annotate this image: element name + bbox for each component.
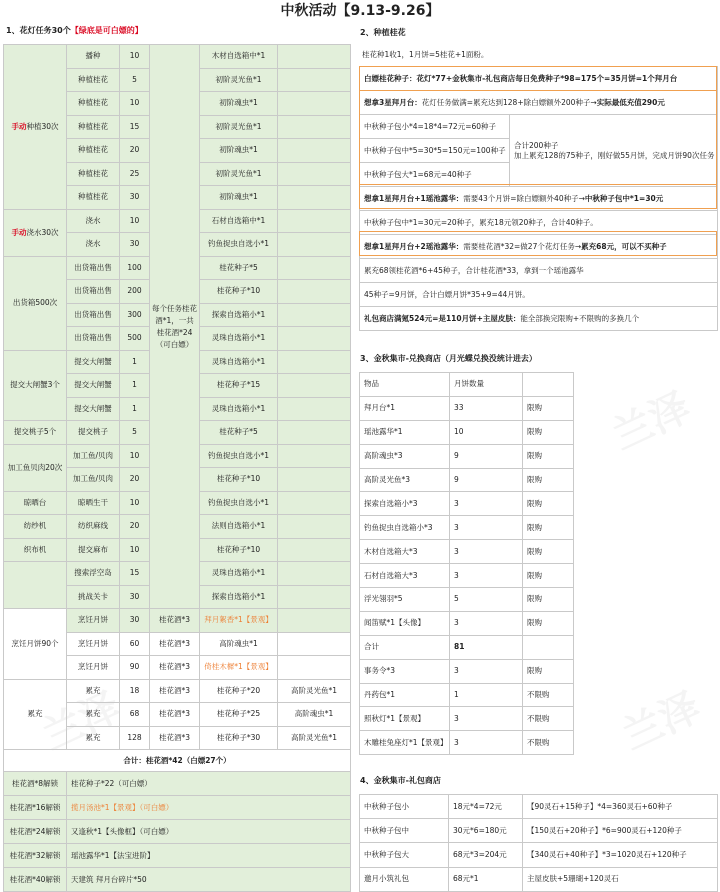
empty-cell	[278, 421, 351, 445]
count-cell: 20	[120, 139, 150, 163]
count-cell: 1	[120, 397, 150, 421]
empty-cell	[278, 468, 351, 492]
table-cell: 限购	[523, 444, 574, 468]
reward-cell	[278, 632, 351, 656]
reward-cell: 初阶灵光鱼*1	[200, 115, 278, 139]
table-cell: 9	[450, 468, 523, 492]
table-row	[360, 588, 574, 612]
count-cell: 200	[120, 280, 150, 304]
task-cell: 种植桂花	[67, 92, 120, 116]
table-row	[360, 373, 574, 397]
count-cell: 1	[120, 374, 150, 398]
table-cell: 中秋种子包大	[360, 843, 449, 867]
watermark	[612, 676, 709, 761]
want2-detail2: 45种子=9月饼，合计白嫖月饼*35+9=44月饼。	[360, 283, 718, 307]
empty-cell	[278, 327, 351, 351]
empty-cell	[278, 233, 351, 257]
want1-row: 想拿1星拜月台+1瑶池露华：需要43个月饼=除白嫖额外40种子→中秋种子包中*1=30元	[360, 187, 718, 211]
table-row	[4, 796, 351, 820]
reward-cell: 法则自选箱小*1	[200, 515, 278, 539]
empty-cell	[278, 280, 351, 304]
table-cell: 68元*3=204元	[449, 843, 523, 867]
task-cell: 晾晒生干	[67, 491, 120, 515]
table-cell: 石材自选箱大*3	[360, 564, 450, 588]
group-cell: 纺纱机	[4, 515, 67, 539]
task-cell: 提交桃子	[67, 421, 120, 445]
task-cell: 种植桂花	[67, 139, 120, 163]
reward-cell: 石材自选箱中*1	[200, 209, 278, 233]
table-cell: 不限购	[523, 731, 574, 755]
empty-cell	[278, 209, 351, 233]
table-cell: 限购	[523, 611, 574, 635]
task-cell: 烹饪月饼	[67, 632, 120, 656]
empty-cell	[278, 256, 351, 280]
table-cell: 3	[450, 564, 523, 588]
table-cell: 邀月小筑礼包	[360, 867, 449, 891]
group-cell: 晾晒台	[4, 491, 67, 515]
reward-cell: 桂花种子*30	[200, 726, 278, 750]
want1-detail: 中秋种子包中*1=30元=20种子，累充18元领20种子，合计40种子。	[360, 211, 718, 235]
table-row	[4, 772, 351, 796]
unlock-reward: 又逢秋*1【头像框】（可白嫖）	[67, 820, 351, 844]
unlock-cost: 桂花酒*24解锁	[4, 820, 67, 844]
table-cell: 高阶灵光鱼*3	[360, 468, 450, 492]
empty-cell	[278, 186, 351, 210]
unlock-cost: 桂花酒*40解锁	[4, 868, 67, 892]
sum-label: 合计	[360, 635, 450, 659]
count-cell: 5	[120, 421, 150, 445]
table-cell: 瑶池露华*1	[360, 420, 450, 444]
table-cell: 物品	[360, 373, 450, 397]
empty-cell	[278, 515, 351, 539]
count-cell: 90	[120, 656, 150, 680]
unlock-cost: 桂花酒*16解锁	[4, 796, 67, 820]
task-cell: 浇水	[67, 209, 120, 233]
reward-cell: 灵珠自选箱小*1	[200, 562, 278, 586]
table-cell: 3	[450, 731, 523, 755]
table-cell: 闻笛赋*1【头像】	[360, 611, 450, 635]
count-cell: 15	[120, 562, 150, 586]
empty-cell	[278, 92, 351, 116]
task-cell: 提交大闸蟹	[67, 374, 120, 398]
reward-cell: 初阶灵光鱼*1	[200, 68, 278, 92]
section3-heading: 3、金秋集市-兑换商店（月光蝶兑换没统计进去）	[360, 354, 537, 363]
reward-cell: 桂花酒*3	[150, 609, 200, 633]
table-cell: 高阶魂虫*3	[360, 444, 450, 468]
count-cell: 18	[120, 679, 150, 703]
count-cell: 10	[120, 538, 150, 562]
reward-cell: 高阶灵光鱼*1	[278, 679, 351, 703]
reward-cell: 桂花酒*3	[150, 656, 200, 680]
group-label: 种植30次	[26, 121, 59, 131]
task-cell: 出货箱出售	[67, 327, 120, 351]
table-cell: 10	[450, 420, 523, 444]
task-cell: 种植桂花	[67, 162, 120, 186]
total-row	[4, 750, 351, 773]
table-row	[4, 868, 351, 892]
pack-note: 合计200种子 加上累充128的75种子，刚好做55月饼，完成月饼90次任务	[510, 115, 718, 187]
table-cell: 事务令*3	[360, 659, 450, 683]
task-cell: 搜索浮空岛	[67, 562, 120, 586]
task-cell: 提交麻布	[67, 538, 120, 562]
table-cell: 【340灵石+40种子】*3=1020灵石+120种子	[523, 843, 718, 867]
table-cell: 探索自选箱小*3	[360, 492, 450, 516]
unlock-reward: 瑶池露华*1【法宝进阶】	[67, 844, 351, 868]
count-cell: 30	[120, 233, 150, 257]
table-row	[4, 609, 351, 633]
table-row	[360, 396, 574, 420]
unlock-reward: 桂花种子*22（可白嫖）	[67, 772, 351, 796]
task-cell: 种植桂花	[67, 115, 120, 139]
task-cell: 烹饪月饼	[67, 656, 120, 680]
table-cell: 中秋种子包小	[360, 795, 449, 819]
task-cell: 累充	[67, 703, 120, 727]
empty-cell	[278, 444, 351, 468]
task-cell: 提交大闸蟹	[67, 350, 120, 374]
task-cell: 出货箱出售	[67, 280, 120, 304]
unlock-cost: 桂花酒*32解锁	[4, 844, 67, 868]
table-row	[4, 45, 351, 69]
table-row	[360, 444, 574, 468]
reward-cell: 探索自选箱小*1	[200, 585, 278, 609]
unlock-reward: 揽月汤池*1【景观】（可白嫖）	[67, 796, 351, 820]
reward-cell: 钓鱼捉虫自选小*1	[200, 233, 278, 257]
count-cell: 15	[120, 115, 150, 139]
table-row	[360, 843, 718, 867]
table-cell: 【90灵石+15种子】*4=360灵石+60种子	[523, 795, 718, 819]
count-cell: 60	[120, 632, 150, 656]
count-cell: 1	[120, 350, 150, 374]
reward-cell: 桂花种子*20	[200, 679, 278, 703]
table-cell: 木雕桂兔座灯*1【景观】	[360, 731, 450, 755]
reward-cell: 倚桂木樨*1【景观】	[200, 656, 278, 680]
task-cell: 加工鱼/贝肉	[67, 468, 120, 492]
task-cell: 纺织麻线	[67, 515, 120, 539]
count-cell: 300	[120, 303, 150, 327]
empty-cell	[278, 562, 351, 586]
pack-small: 中秋种子包小*4=18*4=72元=60种子	[360, 115, 510, 139]
unlock-reward: 天建筑 拜月台碎片*50	[67, 868, 351, 892]
table-cell: 3	[450, 516, 523, 540]
empty-cell	[278, 139, 351, 163]
table-cell: 限购	[523, 420, 574, 444]
table-cell: 18元*4=72元	[449, 795, 523, 819]
count-cell: 128	[120, 726, 150, 750]
count-cell: 10	[120, 45, 150, 69]
count-cell: 25	[120, 162, 150, 186]
task-cell: 浇水	[67, 233, 120, 257]
reward-cell: 高阶灵光鱼*1	[278, 726, 351, 750]
table-cell: 限购	[523, 396, 574, 420]
reward-cell: 木材自选箱中*1	[200, 45, 278, 69]
table-row	[360, 492, 574, 516]
reward-cell: 桂花种子*5	[200, 421, 278, 445]
reward-cell: 桂花种子*10	[200, 538, 278, 562]
unlock-table	[3, 771, 351, 892]
table-cell: 3	[450, 659, 523, 683]
table-row	[360, 540, 574, 564]
count-cell: 100	[120, 256, 150, 280]
sum-value: 81	[450, 635, 523, 659]
reward-cell: 初阶魂虫*1	[200, 186, 278, 210]
reward-cell	[278, 609, 351, 633]
sum-row	[360, 635, 574, 659]
reward-cell: 初阶魂虫*1	[200, 92, 278, 116]
group-cell	[4, 562, 67, 609]
want3-row: 想拿3星拜月台：花灯任务做满=累充达到128+除白嫖额外200种子→实际最低充值290元	[360, 91, 718, 115]
table-row	[360, 420, 574, 444]
unlock-cost: 桂花酒*8解锁	[4, 772, 67, 796]
table-cell: 3	[450, 707, 523, 731]
task-cell: 累充	[67, 679, 120, 703]
reward-cell: 桂花酒*3	[150, 726, 200, 750]
table-row	[360, 516, 574, 540]
free-seed-row: 白嫖桂花种子：花灯*77+金秋集市-礼包商店每日免费种子*98=175个=35月饼=1个拜月台	[360, 67, 718, 91]
reward-cell: 钓鱼捉虫自选小*1	[200, 491, 278, 515]
count-cell: 30	[120, 585, 150, 609]
table-cell: 9	[450, 444, 523, 468]
empty-cell	[278, 45, 351, 69]
reward-cell: 桂花种子*25	[200, 703, 278, 727]
reward-cell: 桂花酒*3	[150, 679, 200, 703]
group-label: 浇水30次	[26, 227, 59, 237]
table-row	[360, 867, 718, 891]
reward-cell: 钓鱼捉虫自选小*1	[200, 444, 278, 468]
empty-cell	[278, 374, 351, 398]
table-cell: 木材自选箱大*3	[360, 540, 450, 564]
reward-cell: 初阶魂虫*1	[200, 139, 278, 163]
count-cell: 5	[120, 68, 150, 92]
table-row	[4, 679, 351, 703]
gift-shop-table	[359, 794, 718, 892]
table-cell: 【150灵石+20种子】*6=900灵石+120种子	[523, 819, 718, 843]
count-cell: 10	[120, 92, 150, 116]
section4-heading: 4、金秋集市-礼包商店	[360, 776, 441, 785]
reward-cell: 拜月絮香*1【景观】	[200, 609, 278, 633]
table-row	[4, 820, 351, 844]
reward-cell: 灵珠自选箱小*1	[200, 350, 278, 374]
count-cell: 68	[120, 703, 150, 727]
table-cell: 限购	[523, 516, 574, 540]
table-cell: 5	[450, 588, 523, 612]
count-cell: 30	[120, 609, 150, 633]
table-cell: 限购	[523, 588, 574, 612]
table-cell: 钓鱼捉虫自选箱小*3	[360, 516, 450, 540]
table-cell: 68元*1	[449, 867, 523, 891]
exchange-shop-table	[359, 372, 574, 755]
table-cell: 3	[450, 492, 523, 516]
group-cell	[4, 45, 67, 210]
table-cell: 限购	[523, 492, 574, 516]
table-row	[360, 795, 718, 819]
section1-heading: 1、花灯任务30个【绿底是可白嫖的】	[6, 26, 143, 35]
table-cell: 限购	[523, 468, 574, 492]
plant-intro: 桂花种1收1，1月饼=5桂花+1面粉。	[362, 50, 489, 59]
task-cell: 烹饪月饼	[67, 609, 120, 633]
group-cell: 出货箱500次	[4, 256, 67, 350]
pack-big: 中秋种子包大*1=68元=40种子	[360, 163, 510, 187]
task-cell: 出货箱出售	[67, 256, 120, 280]
count-cell: 500	[120, 327, 150, 351]
shared-reward-cell: 每个任务桂花酒*1，一共桂花酒*24（可白嫖）	[150, 45, 200, 609]
empty-cell	[278, 350, 351, 374]
task-cell: 种植桂花	[67, 68, 120, 92]
table-cell: 丹药包*1	[360, 683, 450, 707]
table-row	[360, 683, 574, 707]
empty-cell	[278, 397, 351, 421]
reward-cell: 初阶灵光鱼*1	[200, 162, 278, 186]
reward-cell: 桂花种子*10	[200, 468, 278, 492]
empty-cell	[523, 635, 574, 659]
task-cell: 挑战关卡	[67, 585, 120, 609]
table-cell: 限购	[523, 540, 574, 564]
empty-cell	[278, 115, 351, 139]
empty-cell	[278, 585, 351, 609]
count-cell: 10	[120, 444, 150, 468]
table-row	[360, 468, 574, 492]
task-cell: 累充	[67, 726, 120, 750]
task-cell: 提交大闸蟹	[67, 397, 120, 421]
reward-cell: 桂花种子*10	[200, 280, 278, 304]
reward-cell: 灵珠自选箱小*1	[200, 397, 278, 421]
group-cell: 累充	[4, 679, 67, 750]
group-cell: 烹饪月饼90个	[4, 609, 67, 680]
table-cell: 1	[450, 683, 523, 707]
gift-row: 礼包商店满氪524元=是110月饼+主屋皮肤：能全部换完限购+不限购的多换几个	[360, 307, 718, 331]
group-cell	[4, 209, 67, 256]
reward-cell: 桂花酒*3	[150, 703, 200, 727]
group-cell: 提交大闸蟹3个	[4, 350, 67, 421]
table-cell: 浮光翎羽*5	[360, 588, 450, 612]
table-cell: 照秋灯*1【景观】	[360, 707, 450, 731]
plant-plan-table	[359, 66, 718, 331]
table-row	[360, 819, 718, 843]
table-cell: 限购	[523, 659, 574, 683]
manual-tag: 手动	[11, 121, 27, 131]
watermark	[602, 376, 699, 461]
table-cell: 主屋皮肤+5珊瑚+120灵石	[523, 867, 718, 891]
table-cell: 限购	[523, 564, 574, 588]
total-cell: 合计：桂花酒*42（白嫖27个）	[4, 750, 351, 773]
reward-cell: 高阶魂虫*1	[200, 632, 278, 656]
count-cell: 30	[120, 186, 150, 210]
table-row	[4, 844, 351, 868]
count-cell: 10	[120, 491, 150, 515]
empty-cell	[278, 162, 351, 186]
group-cell: 提交桃子5个	[4, 421, 67, 445]
reward-cell: 桂花酒*3	[150, 632, 200, 656]
table-cell: 月饼数量	[450, 373, 523, 397]
table-row	[360, 731, 574, 755]
pack-mid: 中秋种子包中*5=30*5=150元=100种子	[360, 139, 510, 163]
table-row	[360, 707, 574, 731]
count-cell: 20	[120, 515, 150, 539]
reward-cell: 探索自选箱小*1	[200, 303, 278, 327]
reward-cell: 灵珠自选箱小*1	[200, 327, 278, 351]
reward-cell	[278, 656, 351, 680]
reward-cell: 桂花种子*15	[200, 374, 278, 398]
table-cell: 3	[450, 540, 523, 564]
table-cell: 拜月台*1	[360, 396, 450, 420]
group-cell: 织布机	[4, 538, 67, 562]
task-cell: 出货箱出售	[67, 303, 120, 327]
task-cell: 播种	[67, 45, 120, 69]
table-cell: 3	[450, 611, 523, 635]
empty-cell	[278, 491, 351, 515]
reward-cell: 高阶魂虫*1	[278, 703, 351, 727]
table-cell: 33	[450, 396, 523, 420]
task-cell: 种植桂花	[67, 186, 120, 210]
group-cell: 加工鱼贝肉20次	[4, 444, 67, 491]
want2-detail: 累充68领桂花酒*6+45种子，合计桂花酒*33，拿到一个瑶池露华	[360, 259, 718, 283]
table-row	[360, 611, 574, 635]
count-cell: 10	[120, 209, 150, 233]
table-row	[360, 659, 574, 683]
empty-cell	[278, 68, 351, 92]
empty-cell	[278, 303, 351, 327]
section2-heading: 2、种植桂花	[360, 28, 406, 37]
table-cell: 30元*6=180元	[449, 819, 523, 843]
reward-cell: 桂花种子*5	[200, 256, 278, 280]
table-cell: 中秋种子包中	[360, 819, 449, 843]
table-cell: 不限购	[523, 707, 574, 731]
table-cell	[523, 373, 574, 397]
manual-tag: 手动	[11, 227, 27, 237]
page-title: 中秋活动【9.13-9.26】	[280, 3, 440, 19]
table-cell: 不限购	[523, 683, 574, 707]
lantern-task-table	[3, 44, 351, 773]
want2-row: 想拿1星拜月台+2瑶池露华：需要桂花酒*32=做27个花灯任务→累充68元，可以不买种子	[360, 235, 718, 259]
count-cell: 20	[120, 468, 150, 492]
empty-cell	[278, 538, 351, 562]
task-cell: 加工鱼/贝肉	[67, 444, 120, 468]
table-row	[360, 564, 574, 588]
